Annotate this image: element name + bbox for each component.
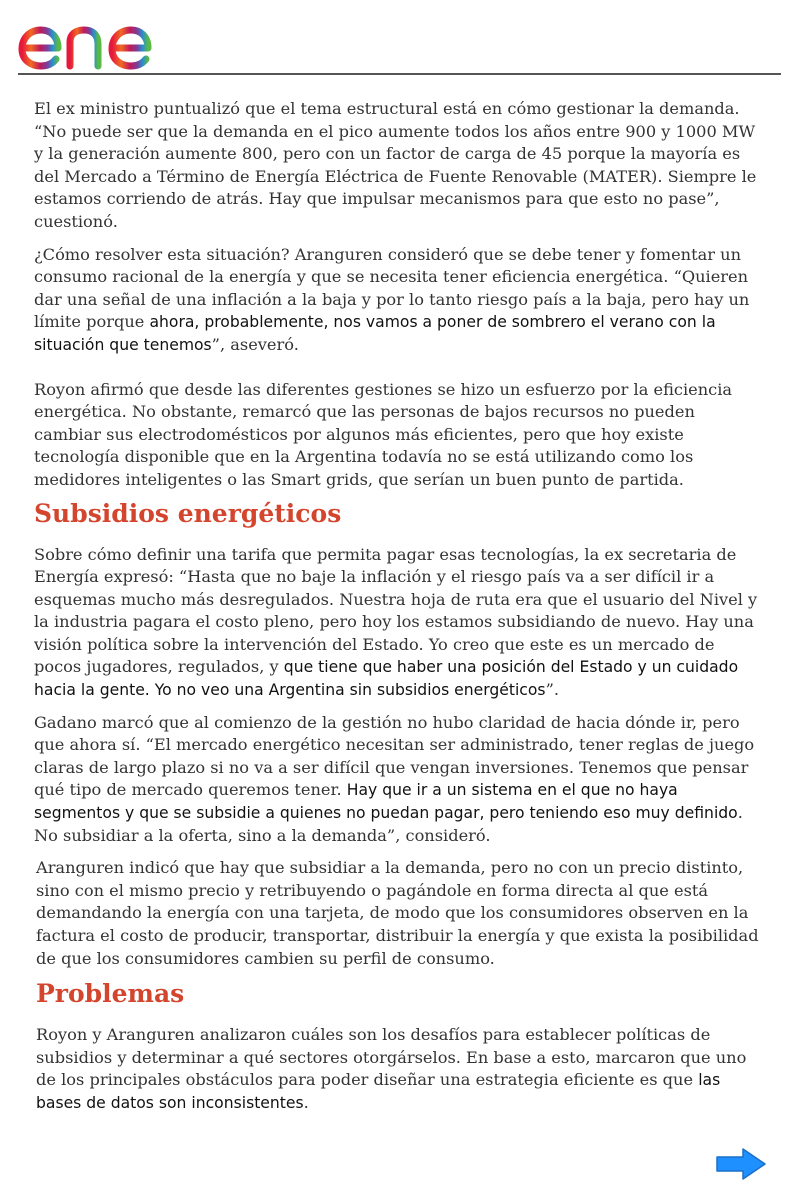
article-paragraph: El ex ministro puntualizó que el tema estructural está en cómo gestionar la demanda. “No puede ser que la demanda en el pico aumente todos los años entre 900 y 1000 MW y la generación aumente 800, pero con un factor de carga de 45 porque la mayoría es del Mercado a Término de Energía Eléctrica de Fuente Renovable (MATER). Siempre le estamos corriendo de atrás. Hay que impulsar mecanismos para que esto no pase”, cuestionó. bbox=[34, 99, 757, 231]
article-paragraph: Royon y Aranguren analizaron cuáles son los desafíos para establecer políticas de subsidios y determinar a qué sectores otorgárselos. En base a esto, marcaron que uno de los principales obstáculos para poder diseñar una estrategia eficiente es que las bases de datos son inconsistentes. bbox=[36, 1025, 747, 1112]
enel-logo[interactable] bbox=[14, 4, 184, 70]
highlighted-quote: que tiene que haber una posición del Estado y un cuidado hacia la gente. Yo no veo una Argentina sin subsidios energéticos bbox=[34, 658, 739, 700]
highlighted-quote: ahora, probablemente, nos vamos a poner de sombrero el verano con la situación que tenemos bbox=[34, 313, 716, 354]
article-paragraph: Aranguren indicó que hay que subsidiar a la demanda, pero no con un precio distinto, sino con el mismo precio y retribuyendo o pagándole en forma directa al que está demandando la energía con una tarjeta, de modo que los consumidores observen en la factura el costo de producir, transportar, distribuir la energía y que exista la posibilidad de que los consumidores cambien su perfil de consumo. bbox=[36, 858, 759, 968]
article-paragraph: Royon afirmó que desde las diferentes gestiones se hizo un esfuerzo por la eficiencia energética. No obstante, remarcó que las personas de bajos recursos no pueden cambiar sus electrodomésticos por algunos más eficientes, pero que hoy existe tecnología disponible que en la Argentina todavía no se está utilizando como los medidores inteligentes o las Smart grids, que serían un buen punto de partida. bbox=[34, 379, 733, 489]
section-heading-subsidios: Subsidios energéticos bbox=[34, 498, 342, 528]
page-header bbox=[0, 0, 800, 76]
header-divider bbox=[18, 73, 781, 75]
highlighted-quote: Hay que ir a un sistema en el que no haya segmentos y que se subsidie a quienes no puedan pagar, pero teniendo eso muy definido bbox=[34, 781, 738, 823]
highlighted-quote: las bases de datos son inconsistentes bbox=[36, 1071, 721, 1112]
article-paragraph: ¿Cómo resolver esta situación? Aranguren consideró que se debe tener y fomentar un consumo racional de la energía y que se necesita tener eficiencia energética. “Quieren dar una señal de una inflación a la baja y por lo tanto riesgo país a la baja, pero hay un límite porque ahora, probablemente, nos vamos a poner de sombrero el verano con la situación que tenemos”, aseveró. bbox=[34, 244, 750, 354]
article-paragraph: Gadano marcó que al comienzo de la gestión no hubo claridad de hacia dónde ir, pero que ahora sí. “El mercado energético necesitan ser administrado, tener reglas de juego claras de largo plazo si no va a ser difícil que vengan inversiones. Tenemos que pensar qué tipo de mercado queremos tener. Hay que ir a un sistema en el que no haya segmentos y que se subsidie a quienes no puedan pagar, pero teniendo eso muy definido. No subsidiar a la oferta, sino a la demanda”, consideró. bbox=[34, 712, 755, 845]
right-arrow-icon[interactable] bbox=[715, 1146, 767, 1182]
article-body bbox=[34, 98, 762, 1115]
section-heading-problemas: Problemas bbox=[36, 979, 185, 1009]
article-paragraph: Sobre cómo definir una tarifa que permita pagar esas tecnologías, la ex secretaria de Energía expresó: “Hasta que no baje la inflación y el riesgo país va a ser difícil ir a esquemas mucho más desregulados. Nuestra hoja de ruta era que el usuario del Nivel y la industria pagara el costo pleno, pero hoy los estamos subsidiando de nuevo. Hay una visión política sobre la intervención del Estado. Yo creo que este es un mercado de pocos jugadores, regulados, y que tiene que haber una posición del Estado y un cuidado hacia la gente. Yo no veo una Argentina sin subsidios energéticos”. bbox=[34, 544, 758, 700]
